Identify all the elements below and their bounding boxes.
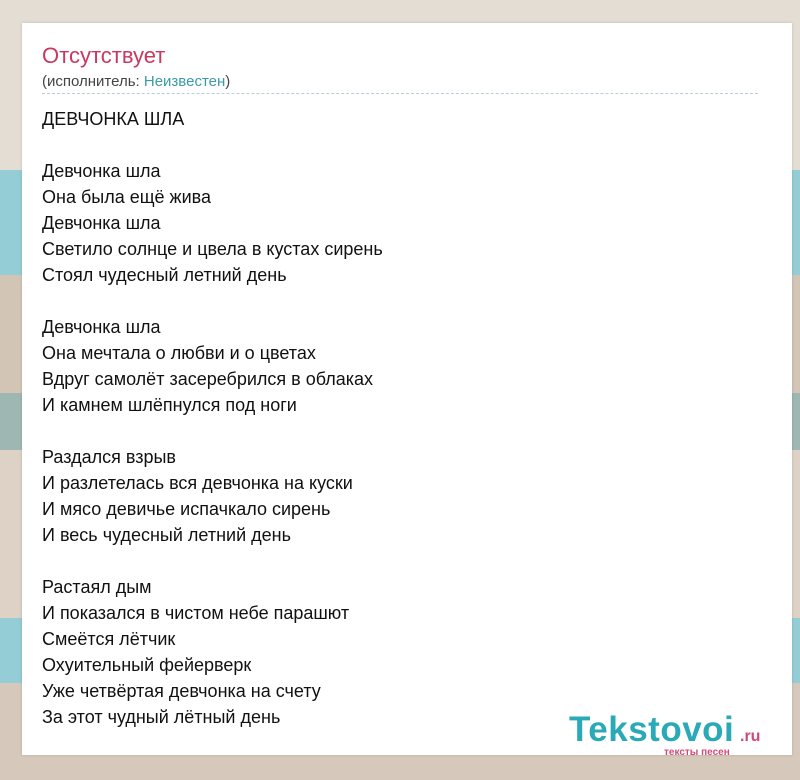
lyrics-line: И камнем шлёпнулся под ноги: [42, 395, 297, 415]
lyrics-text: [42, 106, 762, 730]
logo-tld: .ru: [740, 728, 761, 745]
lyrics-blank-line: [42, 418, 762, 444]
lyrics-line: Она была ещё жива: [42, 187, 212, 207]
lyrics-line: Стоял чудесный летний день: [42, 265, 287, 285]
lyrics-line: И весь чудесный летний день: [42, 525, 291, 545]
lyrics-line: Она мечтала о любви и о цветах: [42, 343, 316, 363]
lyrics-blank-line: [42, 548, 762, 574]
lyrics-line: Вдруг самолёт засеребрился в облаках: [42, 369, 374, 389]
header-divider: [42, 93, 758, 94]
tekstovoi-logo[interactable]: [569, 710, 789, 758]
song-title: Отсутствует: [42, 43, 166, 68]
lyrics-line: За этот чудный лётный день: [42, 707, 281, 727]
lyrics-line: ДЕВЧОНКА ШЛА: [42, 109, 185, 129]
logo-name: Tekstovoi: [569, 710, 735, 749]
artist-prefix: (исполнитель:: [42, 73, 144, 90]
lyrics-line: Девчонка шла: [42, 161, 161, 181]
artist-link[interactable]: Неизвестен: [143, 73, 226, 90]
artist-line: [42, 73, 230, 91]
lyrics-blank-line: [42, 288, 762, 314]
lyrics-line: Девчонка шла: [42, 213, 161, 233]
lyrics-line: Растаял дым: [42, 577, 152, 597]
lyrics-line: Охуительный фейерверк: [42, 655, 252, 675]
lyrics-line: И мясо девичье испачкало сирень: [42, 499, 331, 519]
lyrics-line: И разлетелась вся девчонка на куски: [42, 473, 353, 493]
lyrics-line: Уже четвёртая девчонка на счету: [42, 681, 321, 701]
artist-suffix: ): [225, 73, 231, 90]
lyrics-line: Раздался взрыв: [42, 447, 176, 467]
lyrics-card: [22, 23, 792, 758]
lyrics-blank-line: [42, 132, 762, 158]
logo-tagline: тексты песен: [664, 747, 730, 758]
lyrics-line: Светило солнце и цвела в кустах сирень: [42, 239, 383, 259]
lyrics-line: Девчонка шла: [42, 317, 161, 337]
lyrics-line: Смеётся лётчик: [42, 629, 176, 649]
lyrics-line: И показался в чистом небе парашют: [42, 603, 350, 623]
